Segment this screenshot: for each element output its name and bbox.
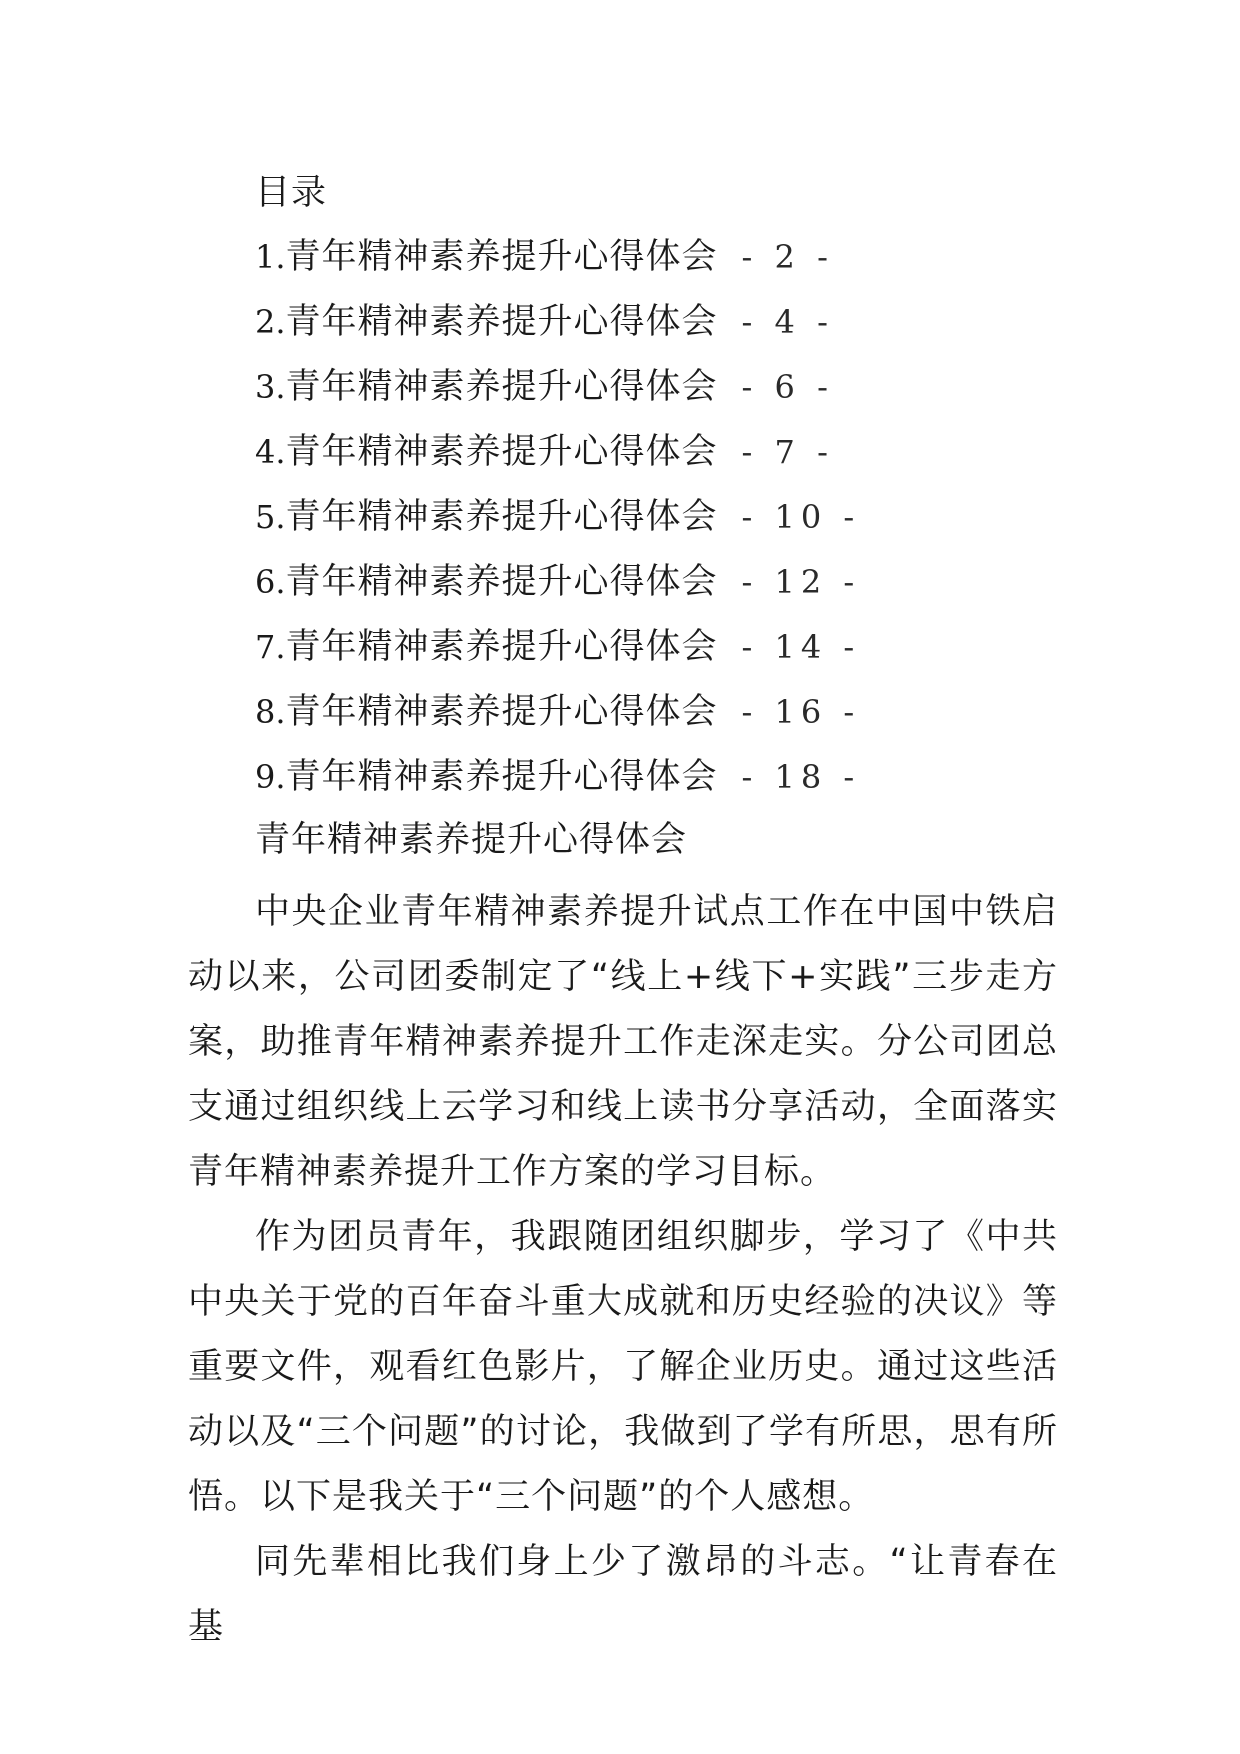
toc-entry-title: 青年精神素养提升心得体会 <box>285 562 718 602</box>
toc-entry[interactable] <box>255 557 860 622</box>
table-of-contents <box>255 232 860 817</box>
toc-entry-page: - 14 - <box>741 628 861 666</box>
toc-entry-number: 1. <box>255 238 286 276</box>
article-paragraph: 同先辈相比我们身上少了激昂的斗志。“让青春在基 <box>188 1542 1058 1647</box>
toc-entry[interactable] <box>255 427 860 492</box>
toc-entry-page: - 12 - <box>741 563 861 601</box>
toc-entry-number: 3. <box>255 368 286 406</box>
toc-entry-page: - 16 - <box>741 693 861 731</box>
toc-entry-title: 青年精神素养提升心得体会 <box>285 757 718 797</box>
toc-entry-page: - 7 - <box>741 433 834 471</box>
toc-entry[interactable] <box>255 752 860 817</box>
toc-entry-title: 青年精神素养提升心得体会 <box>285 627 718 667</box>
article-title: 青年精神素养提升心得体会 <box>255 820 688 860</box>
article-paragraph: 作为团员青年，我跟随团组织脚步，学习了《中共中央关于党的百年奋斗重大成就和历史经验的决议》等重要文件，观看红色影片，了解企业历史。通过这些活动以及“三个问题”的讨论，我做到了学有所思，思有所悟。以下是我关于“三个问题”的个人感想。 <box>188 1217 1058 1517</box>
toc-entry-number: 4. <box>255 433 286 471</box>
toc-entry-title: 青年精神素养提升心得体会 <box>285 692 718 732</box>
article-paragraph: 中央企业青年精神素养提升试点工作在中国中铁启动以来，公司团委制定了“线上+线下+实践”三步走方案，助推青年精神素养提升工作走深走实。分公司团总支通过组织线上云学习和线上读书分享活动，全面落实青年精神素养提升工作方案的学习目标。 <box>188 892 1058 1192</box>
toc-entry-title: 青年精神素养提升心得体会 <box>285 367 718 407</box>
toc-entry-number: 2. <box>255 303 286 341</box>
toc-entry-number: 8. <box>255 693 286 731</box>
toc-entry-number: 7. <box>255 628 286 666</box>
toc-entry-page: - 6 - <box>741 368 834 406</box>
toc-entry-title: 青年精神素养提升心得体会 <box>285 237 718 277</box>
toc-entry[interactable] <box>255 297 860 362</box>
toc-entry[interactable] <box>255 232 860 297</box>
article-body <box>188 815 1058 1660</box>
toc-entry[interactable] <box>255 622 860 687</box>
toc-entry-number: 6. <box>255 563 286 601</box>
toc-entry-page: - 18 - <box>741 758 861 796</box>
toc-entry[interactable] <box>255 492 860 557</box>
toc-entry-page: - 4 - <box>741 303 834 341</box>
toc-entry-page: - 2 - <box>741 238 834 276</box>
toc-entry-page: - 10 - <box>741 498 861 536</box>
toc-entry[interactable] <box>255 687 860 752</box>
toc-heading: 目录 <box>255 173 328 213</box>
toc-entry[interactable] <box>255 362 860 427</box>
toc-entry-number: 5. <box>255 498 286 536</box>
toc-entry-title: 青年精神素养提升心得体会 <box>285 432 718 472</box>
toc-entry-title: 青年精神素养提升心得体会 <box>285 497 718 537</box>
toc-entry-number: 9. <box>255 758 286 796</box>
toc-entry-title: 青年精神素养提升心得体会 <box>285 302 718 342</box>
